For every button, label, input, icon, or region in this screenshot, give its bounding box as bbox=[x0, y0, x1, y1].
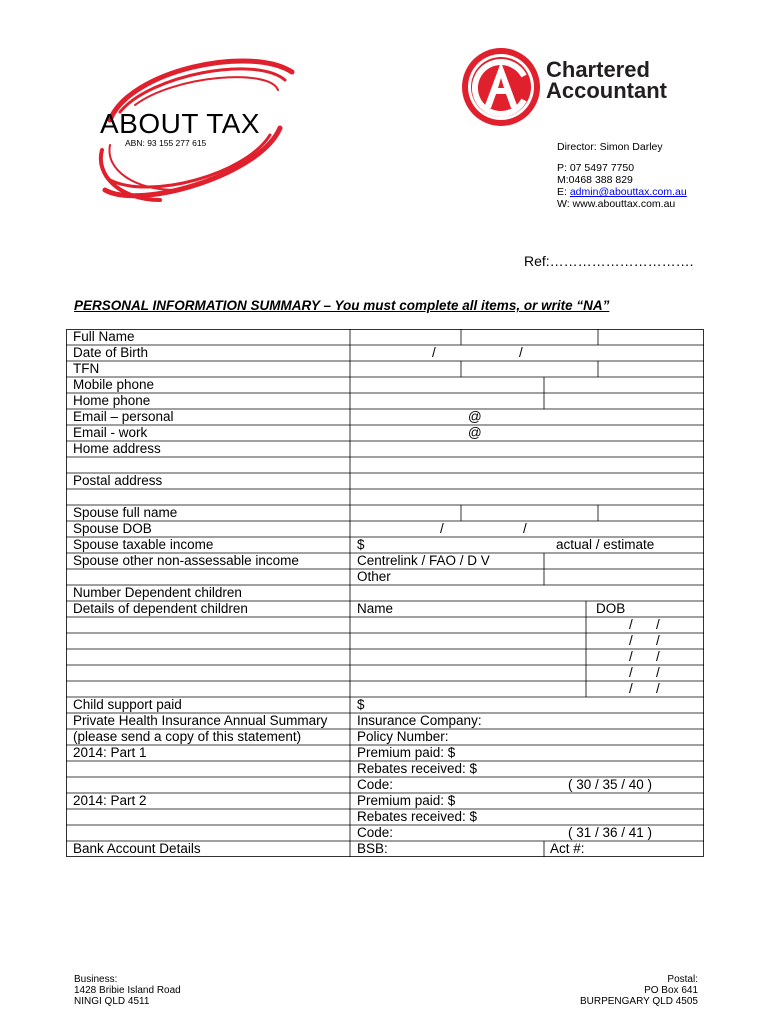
label-phi-note: (please send a copy of this statement) bbox=[73, 729, 302, 744]
child-5-dob-sep-2: / bbox=[656, 681, 660, 696]
centrelink-fao-dv: Centrelink / FAO / D V bbox=[357, 553, 490, 568]
mobile-number: M:0468 388 829 bbox=[557, 174, 633, 186]
chartered-accountant-seal-icon bbox=[460, 46, 542, 128]
part2-premium-paid: Premium paid: $ bbox=[357, 793, 456, 808]
part1-code-options: ( 30 / 35 / 40 ) bbox=[568, 777, 653, 792]
child-name-header: Name bbox=[357, 601, 394, 616]
child-2-dob-sep-1: / bbox=[629, 633, 633, 648]
label-2014-part-2: 2014: Part 2 bbox=[73, 793, 147, 808]
ca-line-2: Accountant bbox=[546, 78, 667, 103]
email-personal-at: @ bbox=[468, 409, 482, 424]
label-mobile-phone: Mobile phone bbox=[73, 377, 155, 392]
child-4-dob-sep-2: / bbox=[656, 665, 660, 680]
other-income: Other bbox=[357, 569, 391, 584]
label-home-phone: Home phone bbox=[73, 393, 151, 408]
email-line bbox=[557, 186, 687, 198]
business-address bbox=[74, 974, 181, 1007]
email-link[interactable]: admin@abouttax.com.au bbox=[569, 186, 687, 198]
part2-code: Code: bbox=[357, 825, 394, 840]
part1-code: Code: bbox=[357, 777, 394, 792]
child-3-dob-sep-2: / bbox=[656, 649, 660, 664]
postal-box: PO Box 641 bbox=[644, 985, 698, 996]
phone-number: P: 07 5497 7750 bbox=[557, 162, 635, 174]
business-town: NINGI QLD 4511 bbox=[74, 996, 150, 1007]
bsb-label: BSB: bbox=[357, 841, 388, 856]
child-5-dob-sep-1: / bbox=[629, 681, 633, 696]
chartered-accountant-wordmark bbox=[546, 59, 667, 101]
label-email-personal: Email – personal bbox=[73, 409, 174, 424]
part1-rebates-received: Rebates received: $ bbox=[357, 761, 478, 776]
label-spouse-other-income: Spouse other non-assessable income bbox=[73, 553, 299, 568]
child-4-dob-sep-1: / bbox=[629, 665, 633, 680]
label-full-name: Full Name bbox=[73, 329, 135, 344]
child-support-dollar: $ bbox=[357, 697, 365, 712]
label-details-dependent-children: Details of dependent children bbox=[73, 601, 248, 616]
reference-field[interactable]: Ref:…………………………. bbox=[524, 253, 694, 269]
business-street: 1428 Bribie Island Road bbox=[74, 985, 181, 996]
postal-address bbox=[580, 974, 698, 1007]
ca-line-1: Chartered bbox=[546, 57, 650, 82]
postal-town: BURPENGARY QLD 4505 bbox=[579, 996, 698, 1007]
postal-label: Postal: bbox=[667, 974, 698, 985]
email-work-at: @ bbox=[468, 425, 482, 440]
about-tax-wordmark: ABOUT TAX bbox=[100, 108, 261, 139]
actual-estimate: actual / estimate bbox=[556, 537, 655, 552]
child-1-dob-sep-2: / bbox=[656, 617, 660, 632]
dob-separator-2: / bbox=[519, 345, 523, 360]
label-number-dependent-children: Number Dependent children bbox=[73, 585, 242, 600]
label-spouse-taxable-income: Spouse taxable income bbox=[73, 537, 214, 552]
account-number-label: Act #: bbox=[550, 841, 585, 856]
label-spouse-full-name: Spouse full name bbox=[73, 505, 178, 520]
spouse-income-dollar: $ bbox=[357, 537, 365, 552]
label-email-work: Email - work bbox=[73, 425, 148, 440]
label-private-health-insurance: Private Health Insurance Annual Summary bbox=[73, 713, 328, 728]
label-bank-account-details: Bank Account Details bbox=[73, 841, 201, 856]
label-home-address: Home address bbox=[73, 441, 161, 456]
child-dob-header: DOB bbox=[596, 601, 626, 616]
label-spouse-dob: Spouse DOB bbox=[73, 521, 152, 536]
business-label: Business: bbox=[74, 974, 118, 985]
child-3-dob-sep-1: / bbox=[629, 649, 633, 664]
label-tfn: TFN bbox=[73, 361, 100, 376]
spouse-dob-separator-2: / bbox=[523, 521, 527, 536]
abn-number: ABN: 93 155 277 615 bbox=[125, 138, 207, 148]
part1-premium-paid: Premium paid: $ bbox=[357, 745, 456, 760]
personal-information-form bbox=[66, 329, 704, 857]
label-child-support-paid: Child support paid bbox=[73, 697, 182, 712]
dob-separator-1: / bbox=[432, 345, 436, 360]
email-prefix: E: bbox=[557, 186, 570, 198]
label-postal-address: Postal address bbox=[73, 473, 163, 488]
part2-code-options: ( 31 / 36 / 41 ) bbox=[568, 825, 653, 840]
form-heading: PERSONAL INFORMATION SUMMARY – You must complete all items, or write “NA” bbox=[74, 298, 610, 313]
label-2014-part-1: 2014: Part 1 bbox=[73, 745, 147, 760]
part2-rebates-received: Rebates received: $ bbox=[357, 809, 478, 824]
spouse-dob-separator-1: / bbox=[440, 521, 444, 536]
policy-number: Policy Number: bbox=[357, 729, 449, 744]
label-date-of-birth: Date of Birth bbox=[73, 345, 149, 360]
child-1-dob-sep-1: / bbox=[629, 617, 633, 632]
insurance-company: Insurance Company: bbox=[357, 713, 482, 728]
child-2-dob-sep-2: / bbox=[656, 633, 660, 648]
director-name: Director: Simon Darley bbox=[557, 141, 663, 153]
website: W: www.abouttax.com.au bbox=[557, 198, 676, 210]
